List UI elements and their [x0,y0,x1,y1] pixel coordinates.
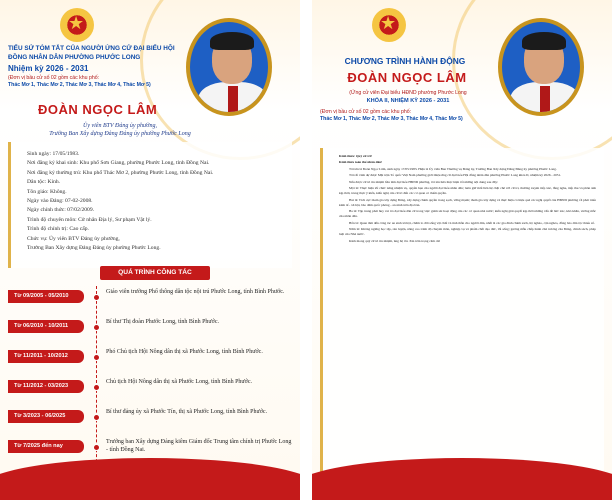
timeline-item [8,436,292,460]
career-timeline [8,286,292,472]
info-line: Chức vụ: Ủy viên BTV Đảng ủy phường, [27,235,120,242]
timeline-date: Từ 11/2012 - 03/2023 [8,380,84,393]
body-paragraph: Một là: Thực hiện tốt chức năng nhiệm vụ, quyền hạn của người đại biểu nhân dân; luôn giữ mối liên hệ chặt chẽ với cử tri, thường xuyên tiếp xúc, lắng nghe, tiếp thu và phản ánh kịp thời, trung thực ý kiến, kiến nghị của cử tri đến các cơ quan có thẩm quyền. [339,185,596,196]
info-line: Sinh ngày: 17/05/1983. [27,151,80,157]
info-line: Dân tộc: Kinh. [27,179,61,186]
timeline-date: Từ 06/2010 - 10/2011 [8,320,84,333]
timeline-dot [93,444,100,451]
action-program-header [320,56,490,67]
national-emblem-icon: ★ [60,8,94,42]
national-emblem-icon: ★ [372,8,406,42]
action-program-body [320,148,604,476]
profile-page [0,0,300,500]
body-paragraph: Ba là: Tập trung phát huy vai trò đại biểu dân cử trong việc giám sát hoạt động của các cơ quan nhà nước; kiến nghị giải quyết kịp thời những vấn đề bức xúc, khó khăn, vướng mắc của nhân dân. [339,209,596,219]
timeline-item [8,346,292,370]
candidate-photo [186,18,272,116]
info-line: Nơi đăng ký khai sinh: Khu phố Sơn Giang, phường Phước Long, tỉnh Đồng Nai. [27,160,210,167]
profile-header [8,44,178,89]
timeline-text: Giáo viên trường Phổ thông dân tộc nội trú Phước Long, tỉnh Bình Phước. [106,289,285,295]
timeline-text: Bí thư đảng ủy xã Phước Tín, thị xã Phước Long, tỉnh Bình Phước. [106,409,268,415]
greeting: Kính thưa toàn thể nhân dân! [339,160,383,165]
timeline-date: Từ 7/2025 đến nay [8,440,84,453]
constituency-note: (Đơn vị bầu cử số 02 gồm các khu phố: [8,75,100,81]
candidate-role: Ủy viên BTV Đảng ủy phường, Trưởng Ban Xây dựng Đảng Đảng ủy phường Phước Long [49,123,191,137]
action-program-page [312,0,612,500]
timeline-dot [93,324,100,331]
constituency-list: Thác Mơ 1, Thác Mơ 2, Thác Mơ 3, Thác Mơ 4, Thác Mơ 5) [8,82,151,88]
timeline-item [8,406,292,430]
career-heading: QUÁ TRÌNH CÔNG TÁC [100,266,210,280]
timeline-dot [93,414,100,421]
body-paragraph: Bốn là: Quan tâm đến công tác an sinh xã hội, chăm lo đời sống vật chất và tinh thần cho người dân, nhất là các gia đình chính sách, hộ nghèo, cận nghèo, đồng bào dân tộc thiểu số. [349,220,595,225]
action-program-title: CHƯƠNG TRÌNH HÀNH ĐỘNG [344,56,466,66]
profile-title: TIỂU SỬ TÓM TẮT CỦA NGƯỜI ỨNG CỬ ĐẠI BIỂU HỘI ĐỒNG NHÂN DÂN PHƯỜNG PHƯỚC LONG [8,45,175,61]
timeline-item [8,316,292,340]
personal-info [8,142,292,268]
body-paragraph: Năm là: Không ngừng học tập, rèn luyện, nâng cao trình độ chuyên môn, nghiệp vụ và phẩm chất đạo đức, lối sống; gương mẫu chấp hành chủ trương của Đảng, chính sách, pháp luật của Nhà nước. [339,227,596,237]
decorative-wave [312,458,612,500]
body-paragraph: Tôi tên là Đoàn Ngọc Lâm, sinh ngày 17/05/1983. Hiện là Ủy viên Ban Thường vụ Đảng ủy, Trưởng Ban Xây dựng Đảng Đảng ủy phường Phước Long. [349,166,557,171]
timeline-date: Từ 3/2023 - 06/2025 [8,410,84,423]
info-line: Tôn giáo: Không. [27,188,67,195]
body-paragraph: Nếu được cử tri tín nhiệm bầu làm đại biểu HĐND phường, tôi xin hứa thực hiện tốt những nội dung sau đây: [349,179,498,184]
timeline-date: Từ 11/2011 - 10/2012 [8,350,84,363]
timeline-dot [93,354,100,361]
body-paragraph: Hai là: Tích cực tham gia xây dựng Đảng, xây dựng chính quyền trong sạch, vững mạnh; tham gia xây dựng và thực hiện có hiệu quả các nghị quyết của HĐND phường về phát triển kinh tế - xã hội, bảo đảm quốc phòng - an ninh trên địa bàn. [339,197,596,207]
timeline-text: Phó Chủ tịch Hội Nông dân thị xã Phước Long, tỉnh Bình Phước. [106,349,263,355]
timeline-text: Trưởng ban Xây dựng Đảng kiêm Giám đốc Trung tâm chính trị Phước Long - tỉnh Đồng Nai. [106,439,292,453]
candidate-name: ĐOÀN NGỌC LÂM [347,70,467,85]
info-line: Ngày chính thức: 07/02/2009. [27,207,95,214]
candidate-name: ĐOÀN NGỌC LÂM [38,102,158,117]
info-line: Trưởng Ban Xây dựng Đảng Đảng ủy phường Phước Long. [27,245,161,252]
decorative-wave [0,458,300,500]
timeline-dot [93,384,100,391]
timeline-text: Chủ tịch Hội Nông dân thị xã Phước Long, tỉnh Bình Phước. [106,379,253,385]
timeline-text: Bí thư Thị đoàn Phước Long, tỉnh Bình Phước. [106,319,219,325]
timeline-dot [93,294,100,301]
timeline-date: Từ 09/2005 - 05/2010 [8,290,84,303]
info-line: Trình độ chính trị: Cao cấp. [27,226,89,233]
profile-term: Nhiệm kỳ 2026 - 2031 [8,64,89,73]
info-line: Ngày vào Đảng: 07-02-2008. [27,198,93,205]
greeting: Kính thưa: Quý cử tri! [339,154,373,158]
info-line: Nơi đăng ký thường trú: Khu phố Thác Mơ 2, phường Phước Long, tỉnh Đồng Nai. [27,169,214,176]
body-paragraph: Kính mong quý cử tri tín nhiệm, ủng hộ tôi. Xin trân trọng cảm ơn! [349,238,441,243]
candidate-photo [498,18,584,116]
body-paragraph: Tôi rất vinh dự được Mặt trận Tổ quốc Việt Nam phường giới thiệu ứng cử đại biểu Hội đồng nhân dân phường Phước Long khóa II, nhiệm kỳ 2026 - 2031. [349,173,562,178]
timeline-item [8,376,292,400]
info-line: Trình độ chuyên môn: Cử nhân Địa lý, Sư phạm Vật lý. [27,216,152,223]
candidate-subtitle: (Ứng cử viên Đại biểu HĐND phường Phước Long KHÓA II, NHIỆM KỲ 2026 - 2031 (Đơn vị bầu cử số 02 gồm các khu phố: Thác Mơ 1, Thác Mơ 2, Thác Mơ 3, Thác Mơ 4, Thác Mơ 5) [320,90,467,122]
timeline-item [8,286,292,310]
